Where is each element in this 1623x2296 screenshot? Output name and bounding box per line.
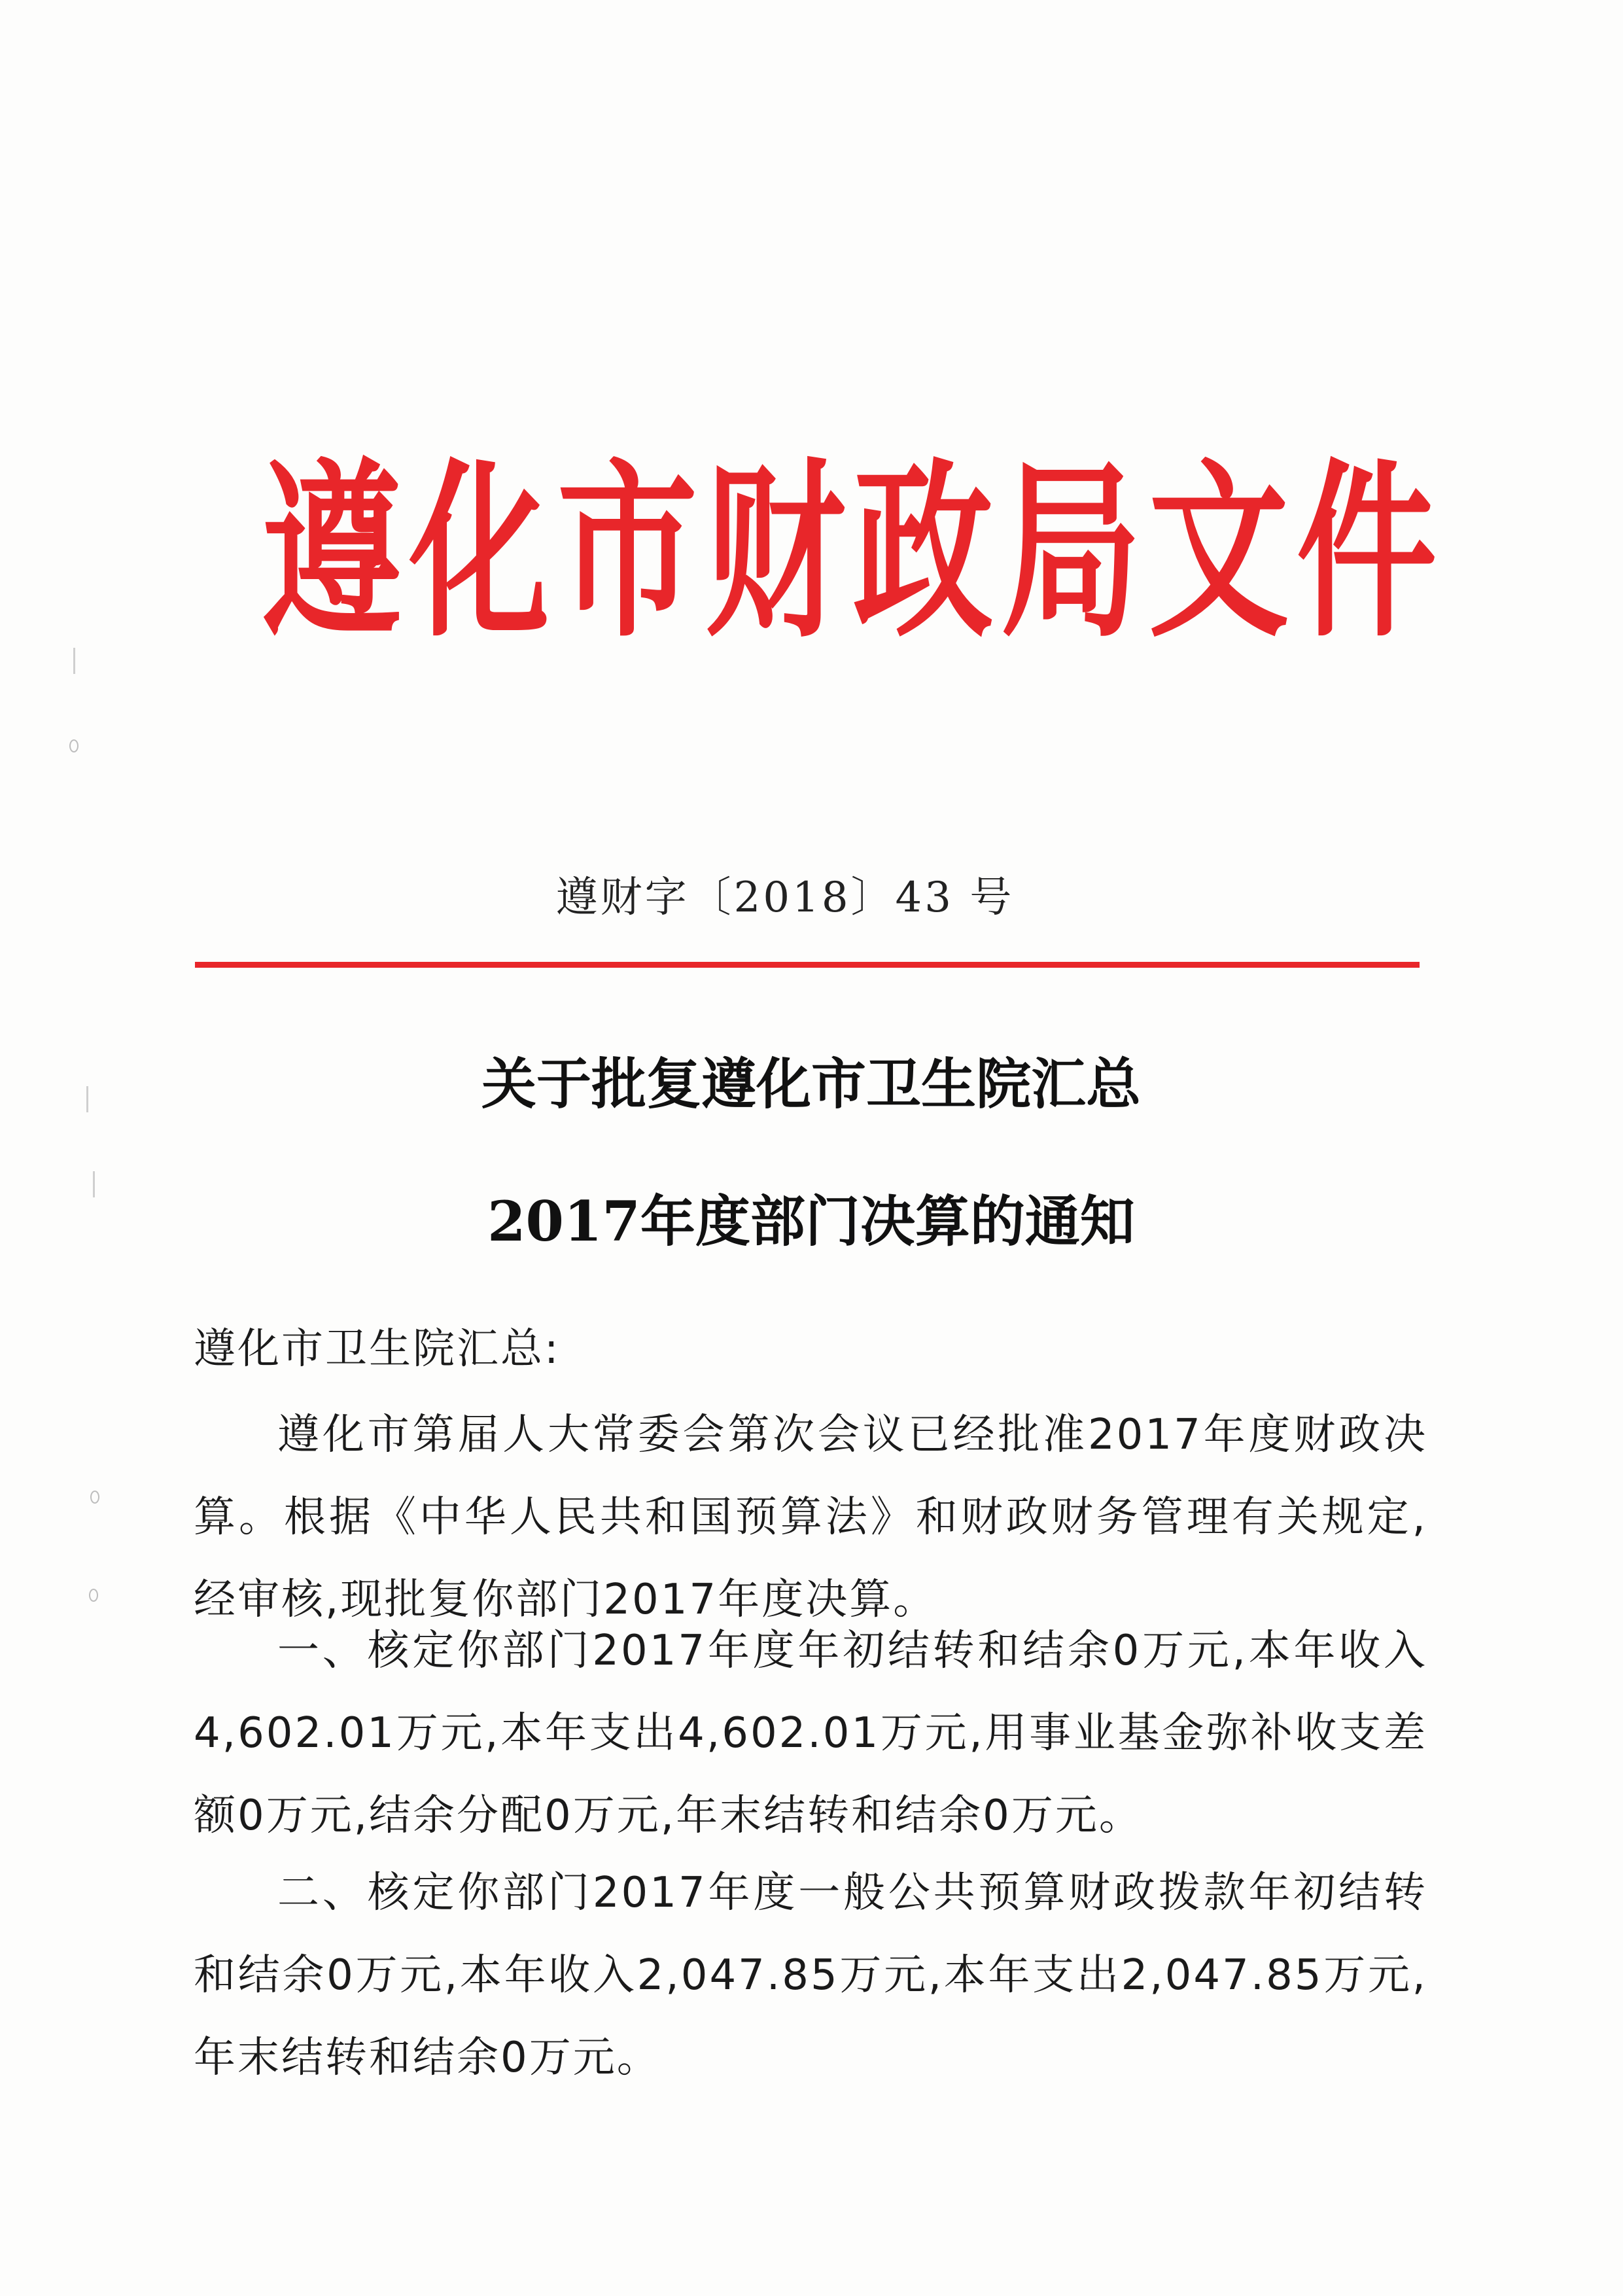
binding-mark xyxy=(73,648,75,674)
paragraph-text: 二、核定你部门2017年度一般公共预算财政拨款年初结转和结余0万元,本年收入2,047.85万元,本年支出2,047.85万元,年末结转和结余0万元。 xyxy=(194,1869,1427,2082)
paragraph-text: 一、核定你部门2017年度年初结转和结余0万元,本年收入4,602.01万元,本年支出4,602.01万元,用事业基金弥补收支差额0万元,结余分配0万元,年末结转和结余0万元。 xyxy=(194,1627,1427,1840)
subject-title-line-2: 2017年度部门决算的通知 xyxy=(487,1189,1135,1254)
body-paragraph-3 xyxy=(194,1852,1427,2099)
issuing-authority-header: 遵化市财政局文件 xyxy=(262,441,1444,663)
binding-hole xyxy=(69,739,79,752)
document-number: 遵财字〔2018〕43 号 xyxy=(555,874,1015,922)
red-separator-line xyxy=(195,962,1420,968)
binding-hole xyxy=(90,1491,99,1504)
binding-mark xyxy=(93,1171,95,1197)
binding-hole xyxy=(89,1589,98,1602)
body-paragraph-1 xyxy=(194,1394,1427,1641)
binding-mark xyxy=(86,1086,88,1112)
subject-title-line-1: 关于批复遵化市卫生院汇总 xyxy=(481,1051,1141,1116)
paragraph-text: 遵化市第届人大常委会第次会议已经批准2017年度财政决算。根据《中华人民共和国预算法》和财政财务管理有关规定,经审核,现批复你部门2017年度决算。 xyxy=(194,1411,1427,1624)
salutation: 遵化市卫生院汇总: xyxy=(194,1325,561,1373)
body-paragraph-2 xyxy=(194,1610,1427,1857)
